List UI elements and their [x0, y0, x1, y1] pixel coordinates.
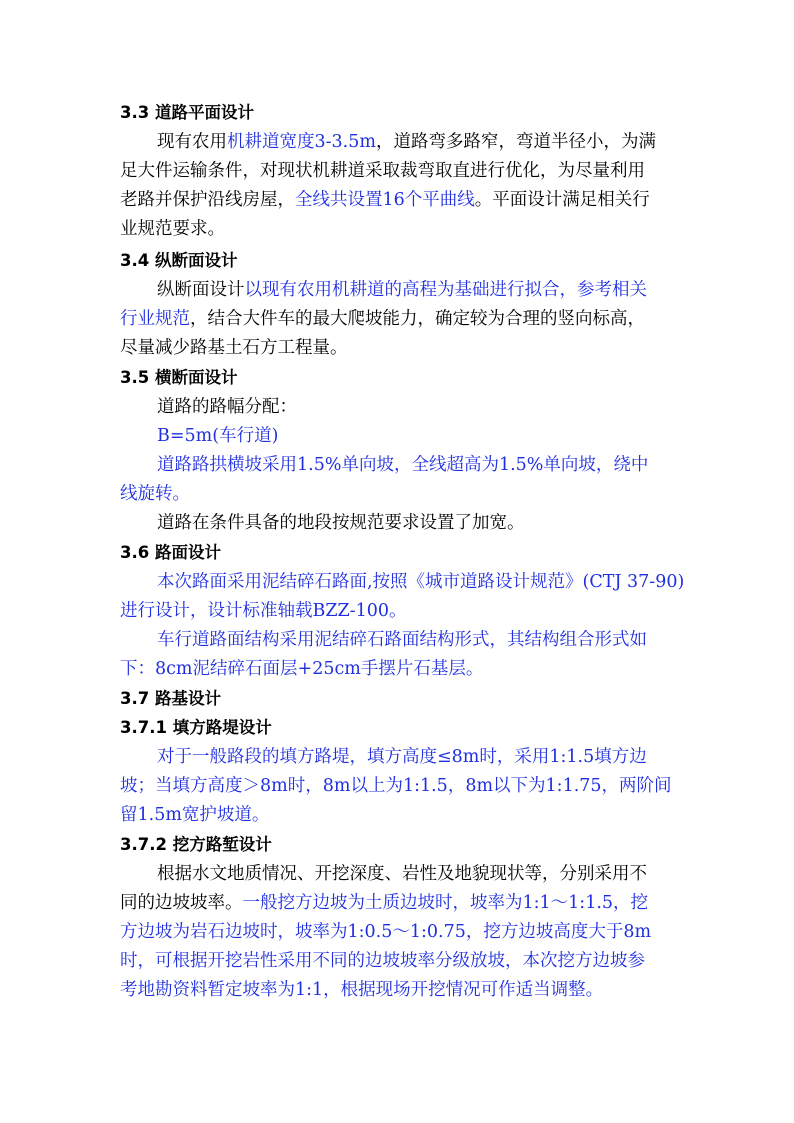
section-3-5-line-5	[157, 512, 525, 534]
text-run: 车行道路面结构采用泥结碎石路面结构形式，其结构组合形式如	[157, 630, 647, 650]
text-run: B=5m(车行道)	[157, 426, 279, 446]
section-3-7-2-line-3	[120, 921, 651, 943]
text-run: 现有农用	[157, 132, 227, 152]
text-run: 足大件运输条件，对现状机耕道采取裁弯取直进行优化，为尽量利用	[120, 161, 645, 181]
text-run: 道路的路幅分配：	[157, 397, 297, 417]
section-3-7-1-line-2	[120, 775, 672, 797]
text-run: 老路并保护沿线房屋，	[120, 190, 295, 210]
section-3-7-2-line-1	[157, 863, 647, 885]
section-3-3-line-1	[157, 131, 656, 153]
text-run: 方边坡为岩石边坡时，坡率为1:0.5～1:0.75，挖方边坡高度大于8m	[120, 922, 652, 942]
section-3-3-line-2	[120, 160, 645, 182]
section-3-6-line-2	[120, 600, 407, 622]
section-3-7-2-line-4	[120, 950, 645, 972]
section-3-7-1-line-3	[120, 804, 269, 826]
section-3-7-2-line-2	[120, 892, 648, 914]
section-3-5-heading: 3.5 横断面设计	[120, 368, 238, 387]
section-3-4-line-3	[120, 337, 348, 359]
text-run: 时，可根据开挖岩性采用不同的边坡坡率分级放坡，本次挖方边坡参	[120, 951, 645, 971]
section-3-4-line-2	[120, 308, 645, 330]
text-run: 留1.5m宽护坡道。	[120, 805, 270, 825]
text-run: 下：8cm泥结碎石面层+25cm手摆片石基层。	[120, 659, 484, 679]
text-run: 考地勘资料暂定坡率为1:1，根据现场开挖情况可作适当调整。	[120, 980, 604, 1000]
text-run: 以现有农用机耕道的高程为基础进行拟合，参考相关	[244, 280, 647, 300]
text-run: 行业规范	[120, 309, 190, 329]
text-run: 道路在条件具备的地段按规范要求设置了加宽。	[157, 513, 525, 533]
text-run: 一般挖方边坡为土质边坡时，坡率为1:1～1:1.5，挖	[242, 893, 649, 913]
text-run: 机耕道宽度3-3.5m	[227, 132, 376, 152]
text-run: 坡；当填方高度＞8m时，8m以上为1:1.5，8m以下为1:1.75，两阶间	[120, 776, 672, 796]
text-run: 本次路面采用泥结碎石路面,按照《城市道路设计规范》(CTJ 37-90)	[157, 572, 685, 592]
section-3-3-heading: 3.3 道路平面设计	[120, 103, 254, 122]
section-3-3-line-3	[120, 189, 650, 211]
text-run: 全线共设置16个平曲线	[295, 190, 475, 210]
text-run: 根据水文地质情况、开挖深度、岩性及地貌现状等，分别采用不	[157, 864, 647, 884]
section-3-7-2-heading: 3.7.2 挖方路堑设计	[120, 835, 272, 854]
section-3-7-1-heading: 3.7.1 填方路堤设计	[120, 718, 272, 737]
section-3-5-line-1	[157, 396, 297, 418]
section-3-6-line-4	[120, 658, 483, 680]
text-run: 线旋转。	[120, 484, 190, 504]
text-run: 尽量减少路基土石方工程量。	[120, 338, 348, 358]
section-3-7-heading: 3.7 路基设计	[120, 689, 221, 708]
section-3-3-line-4	[120, 218, 225, 240]
section-3-4-heading: 3.4 纵断面设计	[120, 251, 238, 270]
text-run: 对于一般路段的填方路堤，填方高度≤8m时，采用1:1.5填方边	[157, 747, 647, 767]
text-run: 。平面设计满足相关行	[474, 190, 650, 210]
text-run: ，道路弯多路窄，弯道半径小，为满	[375, 132, 656, 152]
text-run: 道路路拱横坡采用1.5%单向坡，全线超高为1.5%单向坡，绕中	[157, 455, 649, 475]
text-run: 业规范要求。	[120, 219, 225, 239]
section-3-5-line-4	[120, 483, 190, 505]
section-3-7-1-line-1	[157, 746, 647, 768]
section-3-6-line-1	[157, 571, 684, 593]
section-3-7-2-line-5	[120, 979, 603, 1001]
text-run: 纵断面设计	[157, 280, 245, 300]
section-3-5-line-3	[157, 454, 648, 476]
section-3-6-heading: 3.6 路面设计	[120, 543, 221, 562]
text-run: ，结合大件车的最大爬坡能力，确定较为合理的竖向标高，	[190, 309, 645, 329]
section-3-6-line-3	[157, 629, 647, 651]
text-run: 同的边坡坡率。	[120, 893, 243, 913]
text-run: 进行设计，设计标准轴载BZZ-100。	[120, 601, 407, 621]
section-3-4-line-1	[157, 279, 647, 301]
section-3-5-line-2	[157, 425, 278, 447]
